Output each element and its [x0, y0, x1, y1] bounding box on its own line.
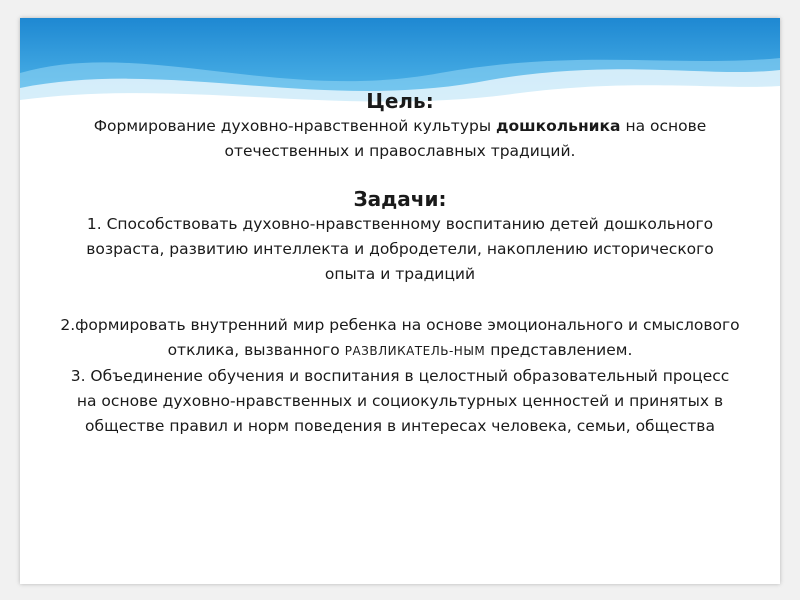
goal-heading: Цель:: [366, 89, 434, 113]
slide-content: [60, 88, 740, 439]
slide: [20, 18, 780, 584]
goal-emphasis: дошкольника: [496, 117, 621, 135]
task-2-caps: РАЗВЛИКАТЕЛЬ-НЫМ: [344, 344, 486, 358]
task-3: 3. Объединение обучения и воспитания в целостный образовательный процесс на основе духовно-нравственных и социокультурных ценностей и принятых в обществе правил и норм поведения в интересах человека, семьи, общества: [70, 367, 730, 435]
tasks-heading: Задачи:: [353, 187, 447, 211]
task-1: 1. Способствовать духовно-нравственному воспитанию детей дошкольного возраста, развитию интеллекта и добродетели, накоплению исторического опыта и традиций: [86, 215, 714, 283]
task-2: 2.формировать внутренний мир ребенка на основе эмоционального и смыслового отклика, вызванного РАЗВЛИКАТЕЛЬ-НЫМ представлением.: [60, 316, 740, 359]
goal-text: Формирование духовно-нравственной культуры дошкольника на основе отечественных и православных традиций.: [93, 117, 707, 160]
